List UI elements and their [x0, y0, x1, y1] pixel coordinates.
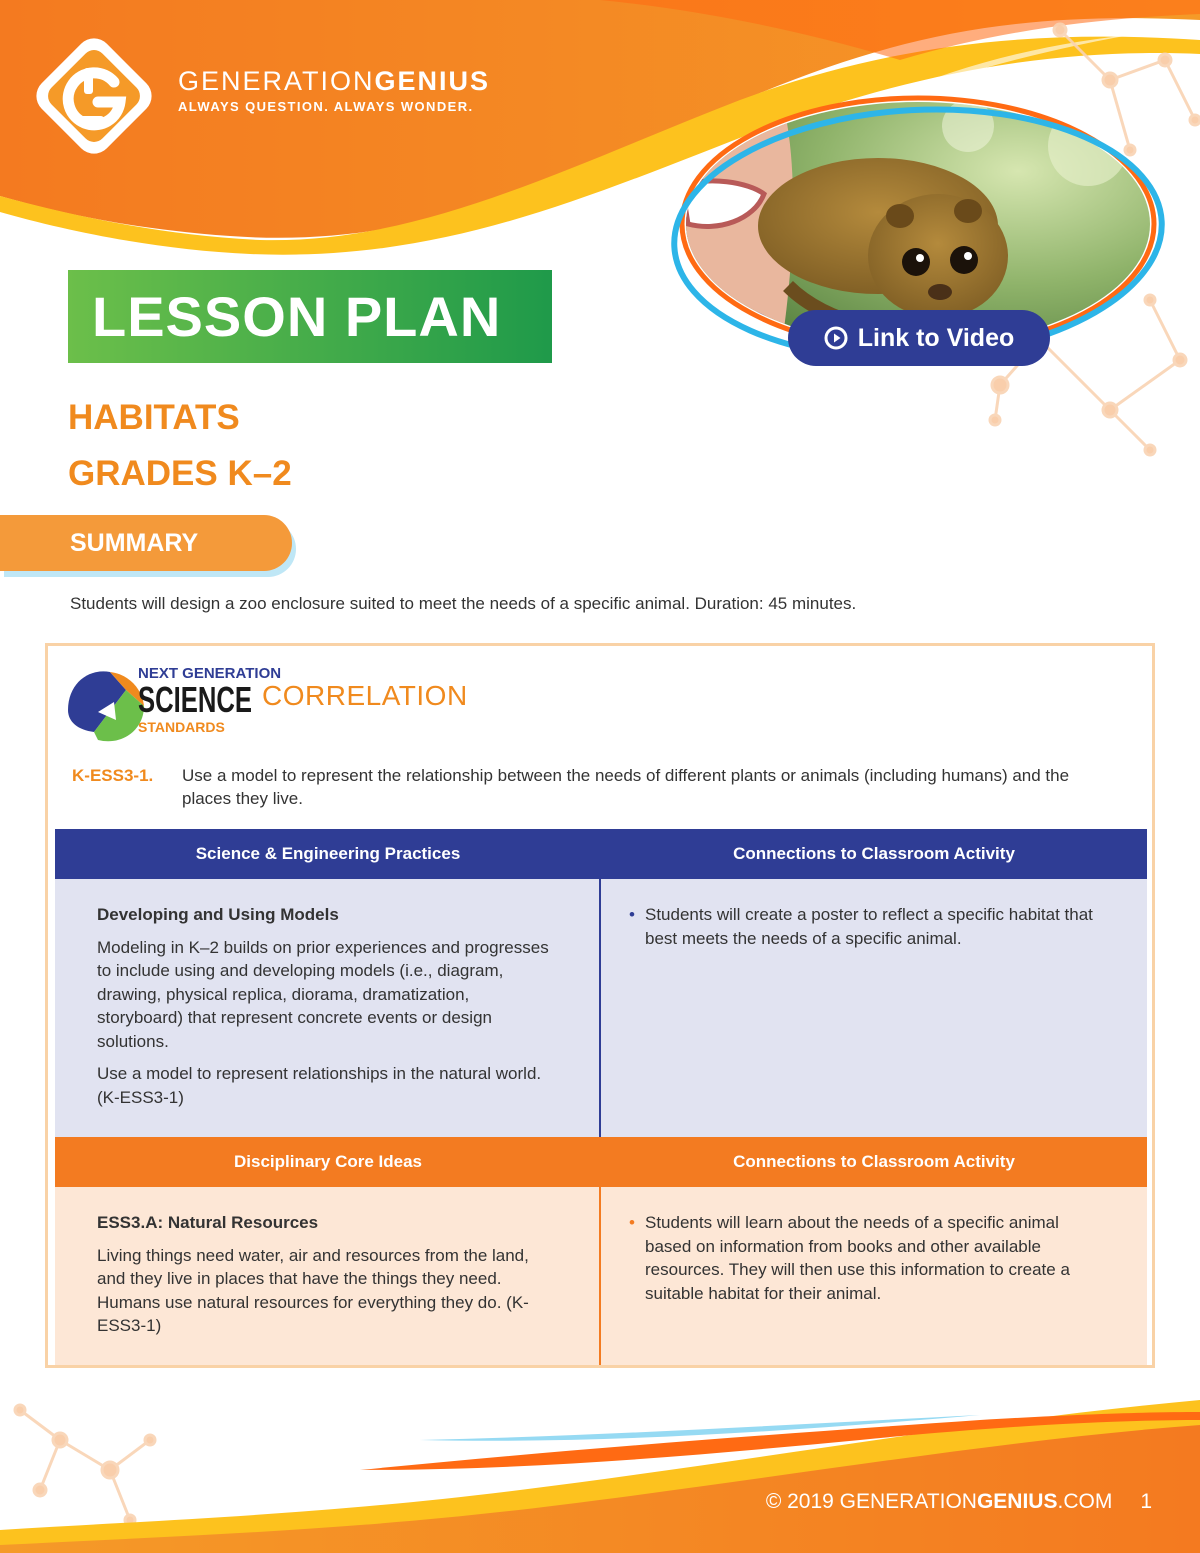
- correlation-table: [55, 829, 1147, 1365]
- ngss-line3: STANDARDS: [138, 719, 225, 735]
- page-number: 1: [1140, 1490, 1152, 1513]
- standard-text: Use a model to represent the relationship between the needs of different plants or animals (including humans) and the places they live.: [182, 766, 1070, 808]
- topic-grades: GRADES K–2: [68, 454, 292, 493]
- lesson-plan-banner: LESSON PLAN: [68, 270, 552, 363]
- brand-tagline: ALWAYS QUESTION. ALWAYS WONDER.: [178, 99, 474, 114]
- footer-copyright: © 2019 GENERATION: [765, 1490, 977, 1513]
- table-header-row: [55, 829, 1147, 879]
- cell-paragraph: Modeling in K–2 builds on prior experiences and progresses to include using and developing models (i.e., diagram, drawing, physical replica, diorama, dramatization, storyboard) that represent concrete events or design solutions.: [97, 937, 549, 1051]
- ngss-logo: [64, 660, 282, 750]
- connection-cell: [601, 1187, 1147, 1365]
- link-to-video-label: Link to Video: [857, 323, 1015, 352]
- bullet-icon: •: [629, 905, 635, 924]
- brand-block: [178, 66, 490, 114]
- summary-text: Students will design a zoo enclosure suited to meet the needs of a specific animal. Duration: 45 minutes.: [70, 594, 857, 613]
- core-idea-cell: [55, 1187, 601, 1365]
- topic-block: [68, 390, 292, 502]
- standard-code: K-ESS3-1.: [72, 766, 154, 785]
- list-item: [629, 903, 1107, 950]
- column-header: Disciplinary Core Ideas: [233, 1152, 423, 1171]
- footer-brand-bold: GENIUS: [976, 1490, 1058, 1513]
- table-header-row: [55, 1137, 1147, 1187]
- cell-title: ESS3.A: Natural Resources: [97, 1213, 319, 1232]
- table-row: [55, 1187, 1147, 1365]
- list-item: [629, 1211, 1107, 1305]
- play-icon: [824, 326, 848, 350]
- summary-heading: SUMMARY: [0, 515, 292, 571]
- column-header: Connections to Classroom Activity: [733, 844, 1015, 863]
- ngss-line1: NEXT GENERATION: [138, 665, 282, 682]
- footer-suffix: .COM: [1057, 1490, 1113, 1513]
- link-to-video-button[interactable]: [788, 310, 1050, 366]
- brand-name: GENERATIONGENIUS: [178, 66, 491, 96]
- generation-genius-logo: [28, 30, 160, 162]
- column-header: Connections to Classroom Activity: [733, 1152, 1015, 1171]
- bullet-text: Students will create a poster to reflect a specific habitat that best meets the needs of a specific animal.: [645, 905, 1093, 948]
- practice-cell: [55, 879, 601, 1137]
- cell-paragraph: Use a model to represent relationships in the natural world. (K-ESS3-1): [97, 1064, 542, 1107]
- bullet-icon: •: [629, 1213, 635, 1232]
- topic-subject: HABITATS: [68, 398, 240, 437]
- ngss-correlation-card: [45, 643, 1155, 1368]
- connection-cell: [601, 879, 1147, 1137]
- table-row: [55, 879, 1147, 1137]
- footer: [766, 1490, 1152, 1514]
- cell-title: Developing and Using Models: [97, 905, 339, 924]
- ngss-line2: SCIENCE: [138, 679, 252, 720]
- bullet-text: Students will learn about the needs of a specific animal based on information from books and other available resources. They will then use this information to create a suitable habitat for their animal.: [645, 1213, 1070, 1303]
- column-header: Science & Engineering Practices: [195, 844, 461, 863]
- correlation-heading: CORRELATION: [262, 680, 468, 711]
- cell-paragraph: Living things need water, air and resources from the land, and they live in places that have the things they need. Humans use natural resources for everything they do. (K-ESS3-1): [97, 1245, 529, 1335]
